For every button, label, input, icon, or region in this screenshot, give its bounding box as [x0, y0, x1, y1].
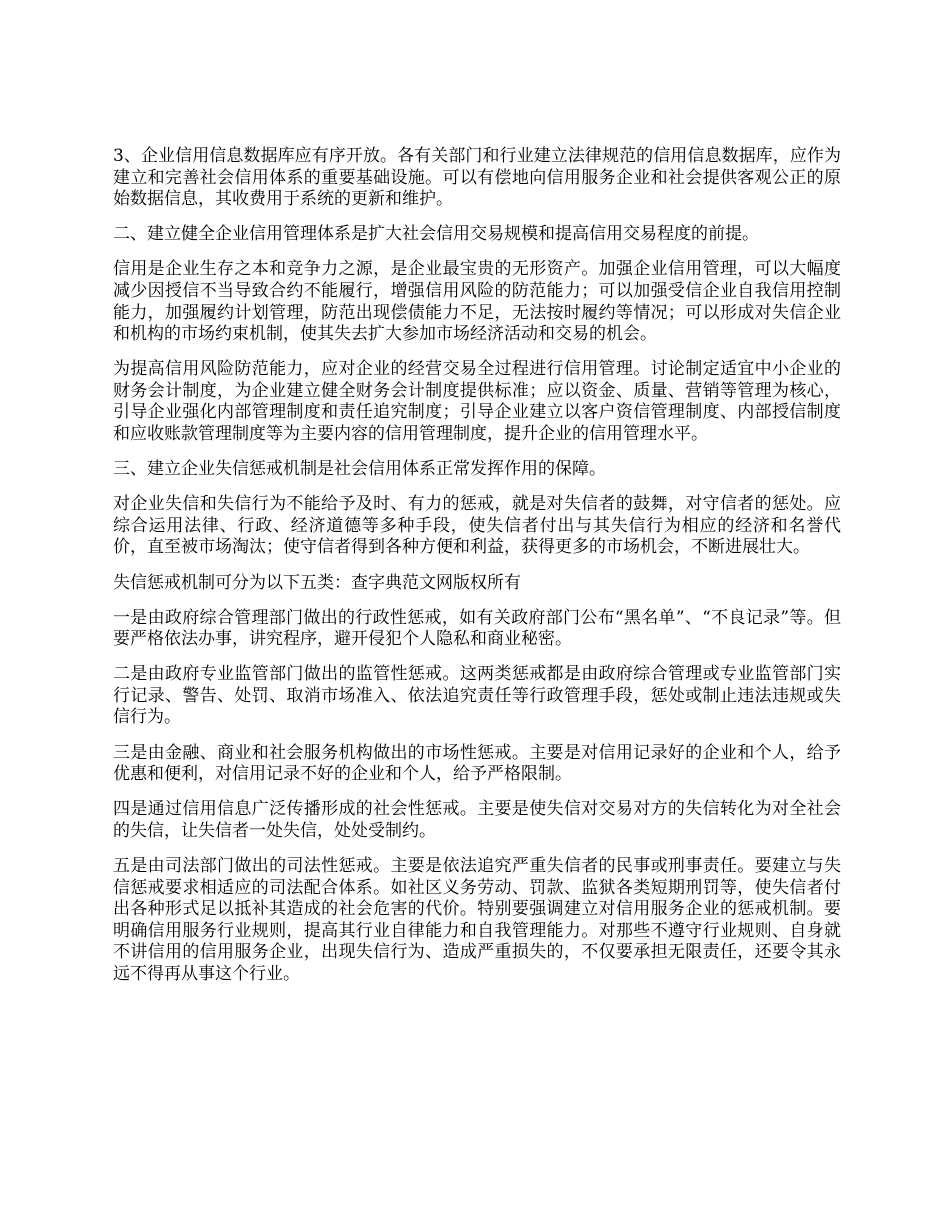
paragraph-credit-importance: 信用是企业生存之本和竞争力之源，是企业最宝贵的无形资产。加强企业信用管理，可以大幅度减少因授信不当导致合约不能履行，增强信用风险的防范能力；可以加强受信企业自我信用控制能力，加强履约计划管理，防范出现偿债能力不足，无法按时履约等情况；可以形成对失信企业和机构的市场约束机制，使其失去扩大参加市场经济活动和交易的机会。 — [113, 259, 841, 345]
paragraph-market-punishment: 三是由金融、商业和社会服务机构做出的市场性惩戒。主要是对信用记录好的企业和个人，给予优惠和便利，对信用记录不好的企业和个人，给予严格限制。 — [113, 742, 841, 785]
paragraph-administrative-punishment: 一是由政府综合管理部门做出的行政性惩戒，如有关政府部门公布“黑名单”、“不良记录”等。但要严格依法办事，讲究程序，避开侵犯个人隐私和商业秘密。 — [113, 607, 841, 650]
paragraph-database-opening: 3、企业信用信息数据库应有序开放。各有关部门和行业建立法律规范的信用信息数据库，应作为建立和完善社会信用体系的重要基础设施。可以有偿地向信用服务企业和社会提供客观公正的原始数据信息，其收费用于系统的更新和维护。 — [113, 146, 841, 210]
paragraph-punishment-rationale: 对企业失信和失信行为不能给予及时、有力的惩戒，就是对失信者的鼓舞，对守信者的惩处。应综合运用法律、行政、经济道德等多种手段，使失信者付出与其失信行为相应的经济和名誉代价，直至被市场淘汰；使守信者得到各种方便和利益，获得更多的市场机会，不断进展壮大。 — [113, 494, 841, 558]
paragraph-regulatory-punishment: 二是由政府专业监管部门做出的监管性惩戒。这两类惩戒都是由政府综合管理或专业监管部门实行记录、警告、处罚、取消市场准入、依法追究责任等行政管理手段，惩处或制止违法违规或失信行为。 — [113, 664, 841, 728]
paragraph-risk-prevention: 为提高信用风险防范能力，应对企业的经营交易全过程进行信用管理。讨论制定适宜中小企业的财务会计制度，为企业建立健全财务会计制度提供标准；应以资金、质量、营销等管理为核心，引导企业强化内部管理制度和责任追究制度；引导企业建立以客户资信管理制度、内部授信制度和应收账款管理制度等为主要内容的信用管理制度，提升企业的信用管理水平。 — [113, 359, 841, 445]
heading-credit-management-system: 二、建立健全企业信用管理体系是扩大社会信用交易规模和提高信用交易程度的前提。 — [113, 224, 759, 245]
paragraph-judicial-punishment: 五是由司法部门做出的司法性惩戒。主要是依法追究严重失信者的民事或刑事责任。要建立与失信惩戒要求相适应的司法配合体系。如社区义务劳动、罚款、监狱各类短期刑罚等，使失信者付出各种形式足以抵补其造成的社会危害的代价。特别要强调建立对信用服务企业的惩戒机制。要明确信用服务行业规则，提高其行业自律能力和自我管理能力。对那些不遵守行业规则、自身就不讲信用的信用服务企业，出现失信行为、造成严重损失的，不仅要承担无限责任，还要令其永远不得再从事这个行业。 — [113, 855, 841, 984]
paragraph-social-punishment: 四是通过信用信息广泛传播形成的社会性惩戒。主要是使失信对交易对方的失信转化为对全社会的失信，让失信者一处失信，处处受制约。 — [113, 799, 841, 841]
paragraph-five-categories: 失信惩戒机制可分为以下五类：查字典范文网版权所有 — [113, 572, 521, 593]
heading-punishment-mechanism: 三、建立企业失信惩戒机制是社会信用体系正常发挥作用的保障。 — [113, 459, 606, 480]
document-body — [113, 146, 841, 999]
